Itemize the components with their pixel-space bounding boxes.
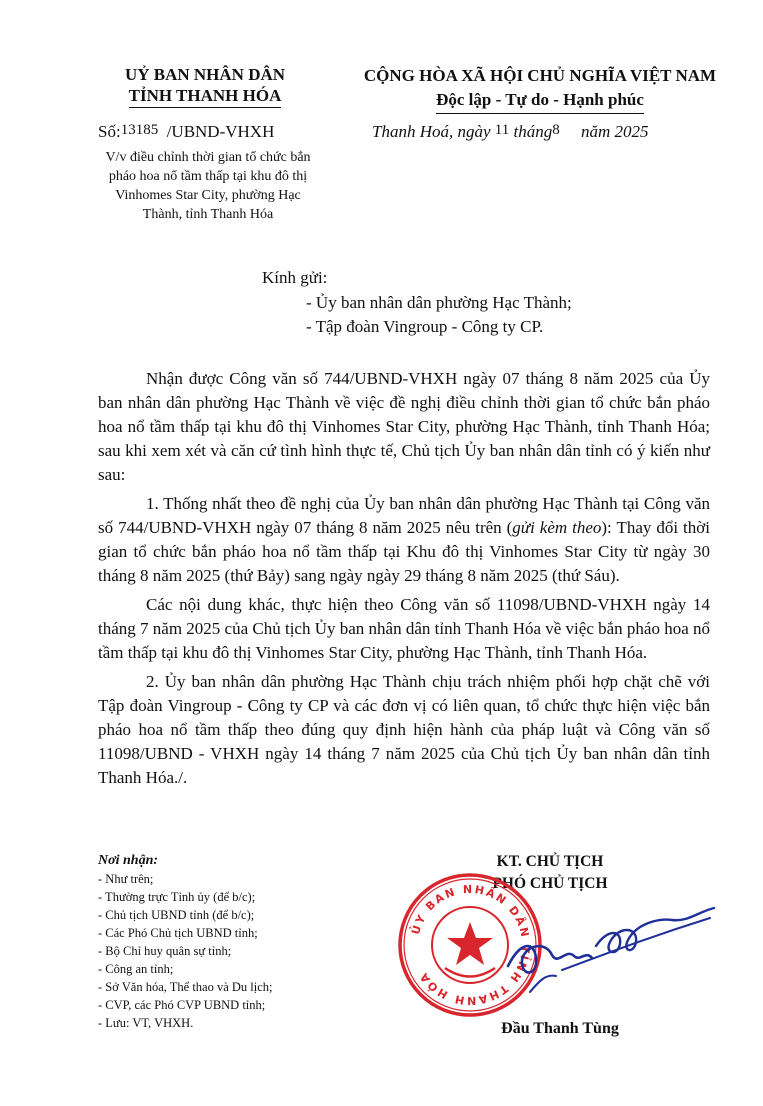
recipient-item: - Như trên; — [98, 872, 154, 886]
national-motto — [340, 64, 740, 114]
document-body — [98, 367, 710, 795]
recipient-item: - Bộ Chỉ huy quân sự tỉnh; — [98, 944, 232, 958]
addressee-item: - Tập đoàn Vingroup - Công ty CP. — [306, 317, 544, 336]
recipients-list — [98, 852, 418, 1032]
document-number — [98, 122, 274, 142]
recipients-title: Nơi nhận: — [98, 853, 159, 868]
seal-gear-icon — [445, 968, 495, 977]
number-suffix: /UBND-VHXH — [166, 122, 275, 141]
date-place: Thanh Hoá, ngày — [372, 122, 491, 141]
seal-text-path: ỦY BAN NHÂN DÂN TỈNH THANH HÓA — [409, 882, 533, 1008]
attachment-note: gửi kèm theo — [512, 518, 602, 537]
body-paragraph-2 — [98, 492, 710, 588]
document-subject — [82, 148, 334, 224]
paragraph-2-end: ): Thay đổi thời gian tổ chức bắn pháo hoa nổ tầm thấp tại Khu đô thị Vinhomes Star City từ ngày 30 tháng 8 năm 2025 (thứ Bảy) sang ngày ngày 29 tháng 8 năm 2025 (thứ Sáu). — [98, 518, 710, 585]
recipient-item: - Các Phó Chủ tịch UBND tỉnh; — [98, 926, 258, 940]
body-paragraph-4: 2. Ủy ban nhân dân phường Hạc Thành chịu trách nhiệm phối hợp chặt chẽ với Tập đoàn Vingroup - Công ty CP và các đơn vị có liên quan, tổ chức thực hiện việc bắn pháo hoa nổ tầm thấp theo đúng quy định hiện hành của pháp luật và Công văn số 11098/UBND - VHXH ngày 14 tháng 7 năm 2025 của Chủ tịch Ủy ban nhân dân tỉnh Thanh Hóa./. — [98, 672, 710, 787]
date-year: năm 2025 — [580, 122, 649, 141]
number-prefix: Số: — [98, 122, 121, 141]
recipient-item: - Công an tỉnh; — [98, 962, 174, 976]
recipient-item: - Chủ tịch UBND tỉnh (để b/c); — [98, 908, 255, 922]
body-paragraph-3: Các nội dung khác, thực hiện theo Công văn số 11098/UBND-VHXH ngày 14 tháng 7 năm 2025 của Chủ tịch Ủy ban nhân dân tỉnh Thanh Hóa về việc bắn pháo hoa nổ tầm thấp tại khu đô thị Vinhomes Star City, phường Hạc Thành, tỉnh Thanh Hóa. — [98, 595, 711, 662]
recipient-item: - Thường trực Tỉnh ủy (để b/c); — [98, 890, 256, 904]
date-day: 11 — [494, 122, 510, 138]
date-month: 8 — [552, 122, 560, 138]
recipient-item: - CVP, các Phó CVP UBND tỉnh; — [98, 998, 266, 1012]
subject-line: Thành, tỉnh Thanh Hóa — [142, 207, 274, 222]
recipient-item: - Lưu: VT, VHXH. — [98, 1016, 194, 1030]
subject-line: V/v điều chỉnh thời gian tổ chức bắn — [105, 150, 311, 165]
issuing-agency — [90, 64, 320, 108]
body-paragraph-1: Nhận được Công văn số 744/UBND-VHXH ngày 07 tháng 8 năm 2025 của Ủy ban nhân dân phường Hạc Thành về việc đề nghị điều chỉnh thời gian tổ chức bắn pháo hoa nổ tầm thấp tại khu đô thị Vinhomes Star City, phường Hạc Thành, tỉnh Thanh Hóa; sau khi xem xét và căn cứ tình hình thực tế, Chủ tịch Ủy ban nhân dân tỉnh có ý kiến như sau: — [98, 369, 710, 484]
nation-line-1: CỘNG HÒA XÃ HỘI CHỦ NGHĨA VIỆT NAM — [363, 66, 717, 85]
recipient-item: - Sở Văn hóa, Thể thao và Du lịch; — [98, 980, 273, 994]
date-month-label: tháng — [513, 122, 553, 141]
nation-line-2: Độc lập - Tự do - Hạnh phúc — [436, 88, 644, 114]
number-value: 13185 — [120, 122, 159, 138]
addressee-list — [306, 291, 572, 339]
signature-stroke — [530, 976, 556, 992]
signature-stroke — [508, 946, 592, 973]
addressee-label: Kính gửi: — [262, 268, 328, 287]
signature-stroke — [596, 908, 714, 952]
paragraph-2-start: 1. Thống nhất theo đề nghị của Ủy ban nhân dân phường Hạc Thành tại Công văn số 744/UBND-VHXH ngày 07 tháng 8 năm 2025 nêu trên ( — [98, 494, 710, 537]
signature-line-2: PHÓ CHỦ TỊCH — [492, 875, 608, 892]
agency-line-1: UỶ BAN NHÂN DÂN — [124, 65, 286, 84]
agency-line-2: TỈNH THANH HÓA — [129, 85, 282, 108]
signer-name: Đầu Thanh Tùng — [501, 1020, 619, 1037]
subject-line: pháo hoa nổ tầm thấp tại khu đô thị — [108, 169, 308, 184]
addressee-item: - Ủy ban nhân dân phường Hạc Thành; — [306, 293, 572, 312]
seal-star-icon — [447, 922, 493, 965]
handwritten-signature — [500, 900, 725, 1010]
date-line — [372, 122, 649, 142]
subject-line: Vinhomes Star City, phường Hạc — [115, 188, 301, 203]
signature-line-1: KT. CHỦ TỊCH — [496, 853, 604, 870]
